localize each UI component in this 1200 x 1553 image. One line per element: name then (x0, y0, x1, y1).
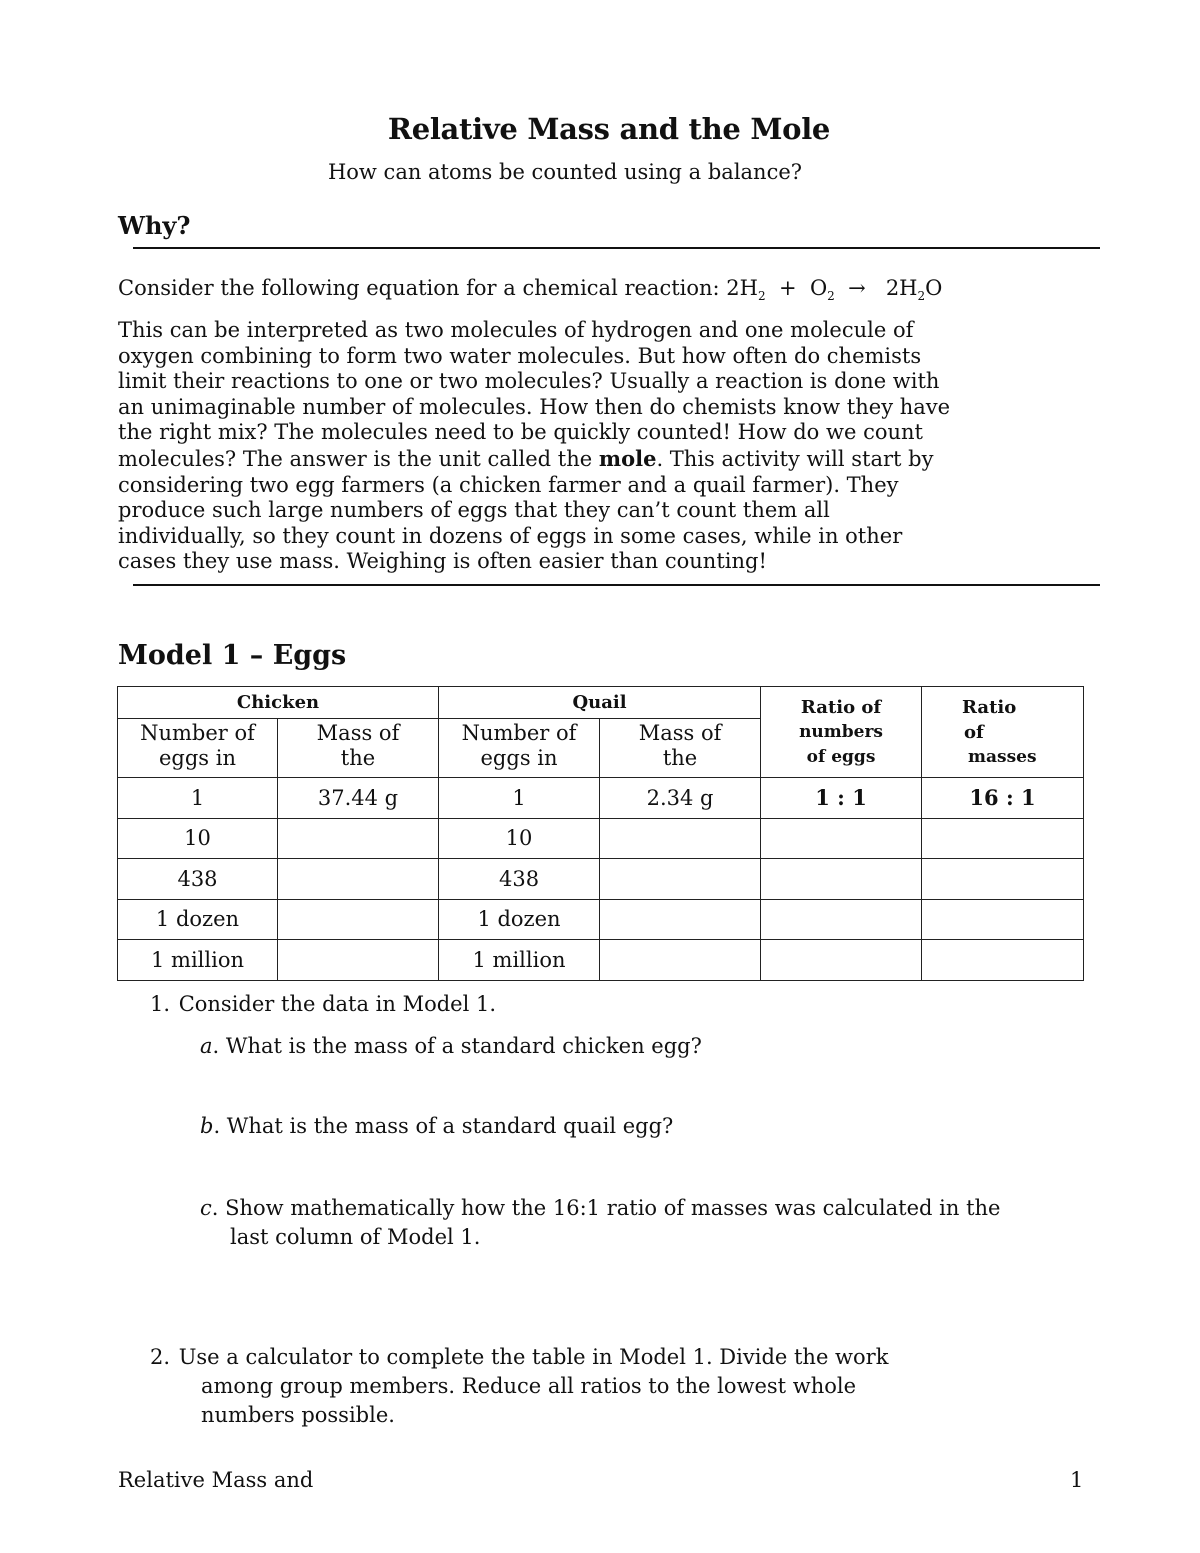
header-line: Mass of (316, 721, 400, 745)
quail-mass-cell[interactable] (600, 859, 761, 900)
chicken-number-cell: 1 million (118, 940, 278, 981)
header-line: Number of (461, 721, 577, 745)
question-1a (200, 1034, 702, 1058)
quail-number-cell: 1 dozen (439, 899, 600, 940)
model-title: Model 1 – Eggs (118, 640, 347, 671)
ratio-masses-line: masses (968, 747, 1037, 767)
question-1 (140, 992, 496, 1016)
ratio-masses-header (922, 687, 1084, 778)
chicken-mass-cell[interactable] (278, 859, 439, 900)
ratio-numbers-header (761, 687, 922, 778)
quail-number-cell: 1 million (439, 940, 600, 981)
paragraph-line: oxygen combining to form two water molecules. But how often do chemists (118, 343, 922, 368)
equation-h2o-tail: O (925, 276, 943, 300)
question-letter: b (200, 1114, 214, 1138)
ratio-masses-line: of (964, 722, 984, 743)
table-row (118, 778, 1084, 819)
question-1c (200, 1196, 1000, 1220)
equation-intro: Consider the following equation for a chemical reaction: (118, 276, 727, 300)
header-line: eggs in (158, 746, 236, 770)
chicken-mass-cell[interactable] (278, 899, 439, 940)
paragraph-line (118, 446, 1078, 473)
equation-h2-sub: 2 (757, 289, 766, 304)
question-2-line: numbers possible. (201, 1403, 395, 1427)
section-divider-top (133, 247, 1100, 249)
quail-mass-cell[interactable] (600, 899, 761, 940)
paragraph-line: produce such large numbers of eggs that they can’t count them all (118, 498, 830, 523)
chicken-mass-cell[interactable] (278, 940, 439, 981)
chicken-mass-cell[interactable] (278, 818, 439, 859)
question-number: 1. (149, 992, 170, 1016)
chicken-number-cell: 10 (118, 818, 278, 859)
paragraph-line: an unimaginable number of molecules. How then do chemists know they have (118, 394, 951, 419)
question-2-line: among group members. Reduce all ratios to the lowest whole (201, 1374, 857, 1398)
table-row (118, 940, 1084, 981)
ratio-masses-cell[interactable] (922, 818, 1084, 859)
quail-mass-header (600, 719, 761, 778)
ratio-numbers-line: Ratio of (800, 697, 882, 718)
header-line: the (340, 746, 376, 770)
question-1b (200, 1114, 673, 1138)
ratio-numbers-line: numbers (799, 722, 883, 742)
paragraph-line: individually, so they count in dozens of eggs in some cases, while in other (118, 523, 903, 548)
quail-number-cell: 438 (439, 859, 600, 900)
question-letter: c (200, 1196, 212, 1220)
question-text: . Show mathematically how the 16:1 ratio of masses was calculated in the (211, 1196, 1001, 1220)
chicken-mass-header (278, 719, 439, 778)
section-divider-bottom (133, 584, 1100, 586)
quail-number-header (439, 719, 600, 778)
footer-title: Relative Mass and (118, 1468, 314, 1492)
paragraph-line: limit their reactions to one or two molecules? Usually a reaction is done with (118, 369, 940, 394)
header-line: the (662, 746, 698, 770)
header-line: Number of (140, 721, 255, 745)
header-line: eggs in (480, 746, 558, 770)
quail-number-cell: 10 (439, 818, 600, 859)
question-text: Use a calculator to complete the table in Model 1. Divide the work (178, 1345, 889, 1369)
header-line: Mass of (638, 721, 722, 745)
chicken-number-cell: 1 (118, 778, 278, 819)
paragraph-line: the right mix? The molecules need to be quickly counted! How do we count (118, 420, 923, 445)
equation-arrow: → (848, 276, 866, 300)
question-1c-cont: last column of Model 1. (230, 1225, 481, 1249)
ratio-numbers-cell[interactable] (761, 899, 922, 940)
intro-paragraph (118, 318, 1078, 575)
ratio-numbers-cell[interactable] (761, 940, 922, 981)
paragraph-line: cases they use mass. Weighing is often easier than counting! (118, 549, 767, 574)
table-row (118, 818, 1084, 859)
quail-mass-cell[interactable] (600, 818, 761, 859)
ratio-masses-cell[interactable] (922, 940, 1084, 981)
question-2 (140, 1345, 888, 1369)
quail-group-header: Quail (439, 687, 761, 719)
mole-term: mole (598, 445, 657, 471)
table-row (118, 859, 1084, 900)
quail-mass-cell[interactable] (600, 940, 761, 981)
line6-before: molecules? The answer is the unit called the (118, 446, 599, 471)
question-number: 2. (149, 1345, 170, 1369)
page-number: 1 (1070, 1468, 1084, 1492)
ratio-masses-cell: 16 : 1 (922, 778, 1084, 819)
ratio-numbers-line: of eggs (806, 747, 876, 767)
chicken-number-cell: 438 (118, 859, 278, 900)
equation-o2-sub: 2 (827, 289, 835, 304)
paragraph-line: This can be interpreted as two molecules of hydrogen and one molecule of (118, 318, 914, 342)
quail-mass-cell: 2.34 g (600, 778, 761, 819)
equation-line (118, 276, 942, 303)
eggs-table (117, 686, 1084, 981)
ratio-masses-line: Ratio (962, 697, 1017, 718)
page-subtitle: How can atoms be counted using a balance? (327, 160, 803, 184)
equation-plus: + (778, 276, 797, 300)
chicken-number-header (118, 719, 278, 778)
ratio-numbers-cell[interactable] (761, 859, 922, 900)
page-title: Relative Mass and the Mole (387, 112, 831, 146)
question-text: Consider the data in Model 1. (178, 992, 497, 1016)
question-text: . What is the mass of a standard quail egg? (213, 1114, 674, 1138)
ratio-masses-cell[interactable] (922, 899, 1084, 940)
why-heading: Why? (118, 211, 191, 240)
chicken-mass-cell: 37.44 g (278, 778, 439, 819)
question-text: . What is the mass of a standard chicken egg? (212, 1034, 702, 1058)
chicken-number-cell: 1 dozen (118, 899, 278, 940)
paragraph-line: considering two egg farmers (a chicken farmer and a quail farmer). They (118, 472, 899, 497)
question-letter: a (200, 1034, 213, 1058)
ratio-masses-cell[interactable] (922, 859, 1084, 900)
quail-number-cell: 1 (439, 778, 600, 819)
ratio-numbers-cell: 1 : 1 (761, 778, 922, 819)
equation-h2-coef: 2H (726, 276, 758, 300)
equation-h2o-coef: 2H (885, 276, 918, 300)
line6-after: . This activity will start by (656, 446, 934, 471)
equation-o: O (809, 276, 828, 300)
table-row (118, 899, 1084, 940)
ratio-numbers-cell[interactable] (761, 818, 922, 859)
equation-h2o-sub: 2 (917, 289, 926, 304)
chicken-group-header: Chicken (118, 687, 439, 719)
